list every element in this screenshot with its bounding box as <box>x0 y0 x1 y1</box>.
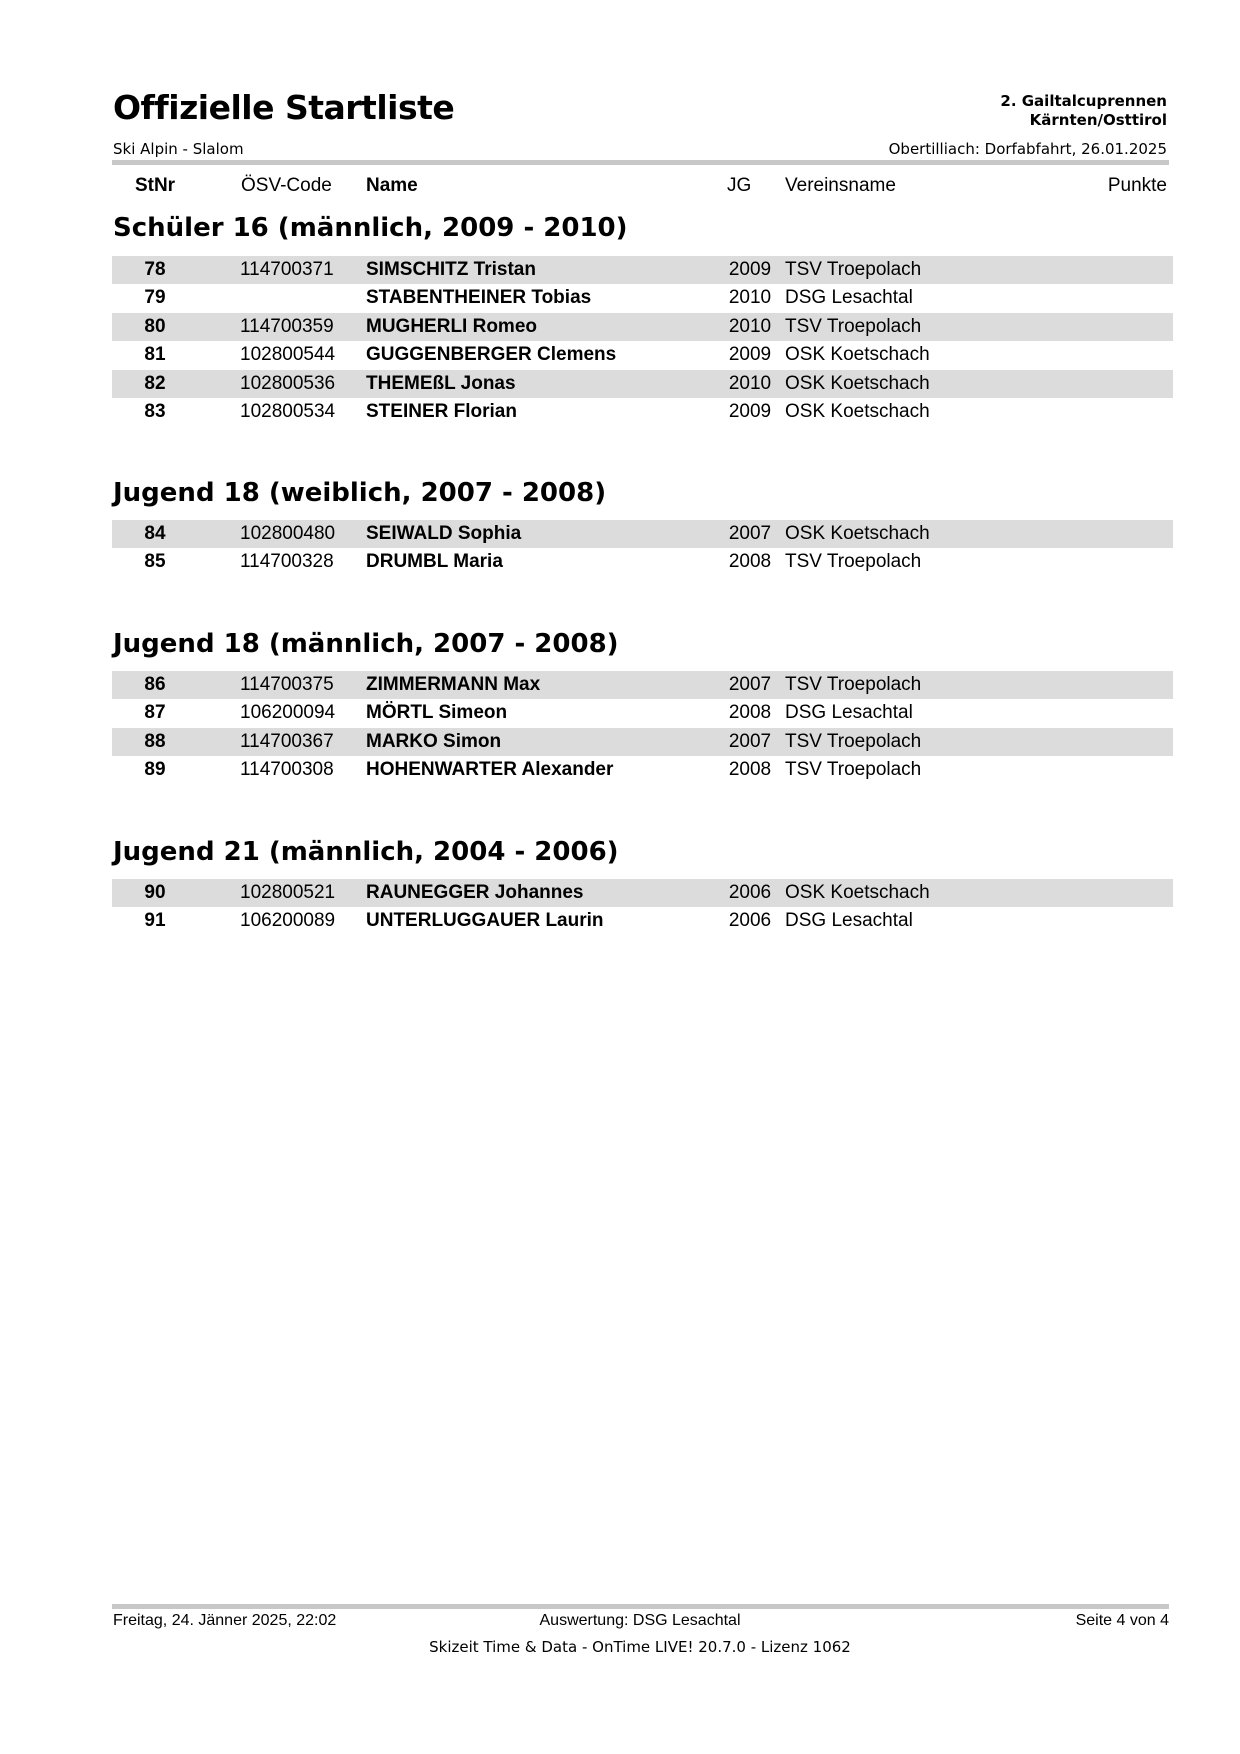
cell-jg: 2010 <box>728 373 772 394</box>
cell-jg: 2006 <box>728 910 772 931</box>
category-title: Jugend 18 (weiblich, 2007 - 2008) <box>113 478 607 508</box>
table-row <box>112 756 1173 784</box>
cell-jg: 2008 <box>728 551 772 572</box>
cell-stnr: 82 <box>144 373 166 394</box>
cell-verein: TSV Troepolach <box>785 674 922 695</box>
cell-verein: TSV Troepolach <box>785 731 922 752</box>
cell-code: 106200089 <box>240 910 336 931</box>
cell-stnr: 86 <box>144 674 166 695</box>
page-title: Offizielle Startliste <box>113 88 455 127</box>
cell-verein: OSK Koetschach <box>785 882 930 903</box>
cell-code: 114700375 <box>240 674 334 695</box>
cell-jg: 2007 <box>728 731 772 752</box>
cell-name: RAUNEGGER Johannes <box>366 882 584 903</box>
table-row <box>112 398 1173 426</box>
cell-stnr: 84 <box>144 523 166 544</box>
event-name: 2. Gailtalcuprennen <box>1000 92 1167 110</box>
cell-name: STABENTHEINER Tobias <box>366 287 592 308</box>
cell-code: 114700371 <box>240 259 334 280</box>
cell-jg: 2010 <box>728 316 772 337</box>
cell-stnr: 85 <box>144 551 166 572</box>
cell-name: SIMSCHITZ Tristan <box>366 259 536 280</box>
column-header-code: ÖSV-Code <box>241 175 332 196</box>
event-region: Kärnten/Osttirol <box>1029 111 1167 129</box>
cell-name: THEMEßL Jonas <box>366 373 516 394</box>
category-title: Jugend 21 (männlich, 2004 - 2006) <box>113 837 619 867</box>
category-title: Schüler 16 (männlich, 2009 - 2010) <box>113 213 628 243</box>
table-row <box>112 313 1173 341</box>
cell-name: DRUMBL Maria <box>366 551 503 572</box>
footer-print-date: Freitag, 24. Jänner 2025, 22:02 <box>113 1612 337 1629</box>
cell-jg: 2010 <box>728 287 772 308</box>
table-row <box>112 728 1173 756</box>
cell-stnr: 78 <box>144 259 166 280</box>
cell-jg: 2008 <box>728 759 772 780</box>
cell-verein: TSV Troepolach <box>785 259 922 280</box>
table-row <box>112 256 1173 284</box>
cell-verein: OSK Koetschach <box>785 373 930 394</box>
footer-software-license: Skizeit Time & Data - OnTime LIVE! 20.7.0 - Lizenz 1062 <box>429 1638 851 1656</box>
cell-verein: DSG Lesachtal <box>785 287 913 308</box>
cell-code: 114700359 <box>240 316 334 337</box>
cell-name: MARKO Simon <box>366 731 502 752</box>
cell-name: MÖRTL Simeon <box>366 702 508 723</box>
table-row <box>112 370 1173 398</box>
table-row <box>112 548 1173 576</box>
column-header-punkte: Punkte <box>1107 175 1167 196</box>
column-header-jg: JG <box>727 175 752 196</box>
table-row <box>112 699 1173 727</box>
discipline-label: Ski Alpin - Slalom <box>113 140 244 158</box>
footer-page-number: Seite 4 von 4 <box>1075 1612 1169 1629</box>
cell-code: 102800521 <box>240 882 336 903</box>
cell-verein: TSV Troepolach <box>785 759 922 780</box>
category-title: Jugend 18 (männlich, 2007 - 2008) <box>113 629 619 659</box>
cell-name: GUGGENBERGER Clemens <box>366 344 617 365</box>
cell-jg: 2007 <box>728 674 772 695</box>
cell-verein: OSK Koetschach <box>785 344 930 365</box>
table-row <box>112 671 1173 699</box>
cell-code: 102800480 <box>240 523 336 544</box>
column-header-name: Name <box>366 175 418 196</box>
column-header-stnr: StNr <box>134 175 176 196</box>
cell-stnr: 88 <box>144 731 166 752</box>
cell-code: 106200094 <box>240 702 336 723</box>
cell-name: MUGHERLI Romeo <box>366 316 537 337</box>
cell-verein: TSV Troepolach <box>785 316 922 337</box>
table-row <box>112 907 1173 935</box>
cell-stnr: 80 <box>144 316 166 337</box>
footer-divider <box>112 1604 1169 1609</box>
cell-code: 102800544 <box>240 344 336 365</box>
cell-name: SEIWALD Sophia <box>366 523 522 544</box>
cell-jg: 2009 <box>728 259 772 280</box>
cell-code: 102800534 <box>240 401 336 422</box>
cell-code: 114700328 <box>240 551 334 572</box>
cell-verein: OSK Koetschach <box>785 401 930 422</box>
footer-evaluation: Auswertung: DSG Lesachtal <box>539 1612 741 1629</box>
cell-verein: DSG Lesachtal <box>785 702 913 723</box>
cell-jg: 2006 <box>728 882 772 903</box>
cell-stnr: 87 <box>144 702 166 723</box>
cell-stnr: 81 <box>144 344 166 365</box>
header-divider <box>112 160 1169 165</box>
cell-verein: TSV Troepolach <box>785 551 922 572</box>
cell-verein: DSG Lesachtal <box>785 910 913 931</box>
cell-jg: 2009 <box>728 401 772 422</box>
cell-stnr: 90 <box>144 882 166 903</box>
cell-name: UNTERLUGGAUER Laurin <box>366 910 604 931</box>
cell-stnr: 91 <box>144 910 166 931</box>
table-row <box>112 879 1173 907</box>
table-row <box>112 341 1173 369</box>
cell-jg: 2007 <box>728 523 772 544</box>
cell-name: STEINER Florian <box>366 401 517 422</box>
cell-name: HOHENWARTER Alexander <box>366 759 614 780</box>
column-header-verein: Vereinsname <box>785 175 896 196</box>
table-row <box>112 284 1173 312</box>
cell-stnr: 89 <box>144 759 166 780</box>
cell-stnr: 79 <box>144 287 166 308</box>
cell-code: 102800536 <box>240 373 336 394</box>
venue-date-label: Obertilliach: Dorfabfahrt, 26.01.2025 <box>888 140 1167 158</box>
cell-jg: 2008 <box>728 702 772 723</box>
cell-name: ZIMMERMANN Max <box>366 674 541 695</box>
cell-code: 114700308 <box>240 759 334 780</box>
cell-stnr: 83 <box>144 401 166 422</box>
cell-verein: OSK Koetschach <box>785 523 930 544</box>
cell-jg: 2009 <box>728 344 772 365</box>
cell-code: 114700367 <box>240 731 334 752</box>
table-row <box>112 520 1173 548</box>
